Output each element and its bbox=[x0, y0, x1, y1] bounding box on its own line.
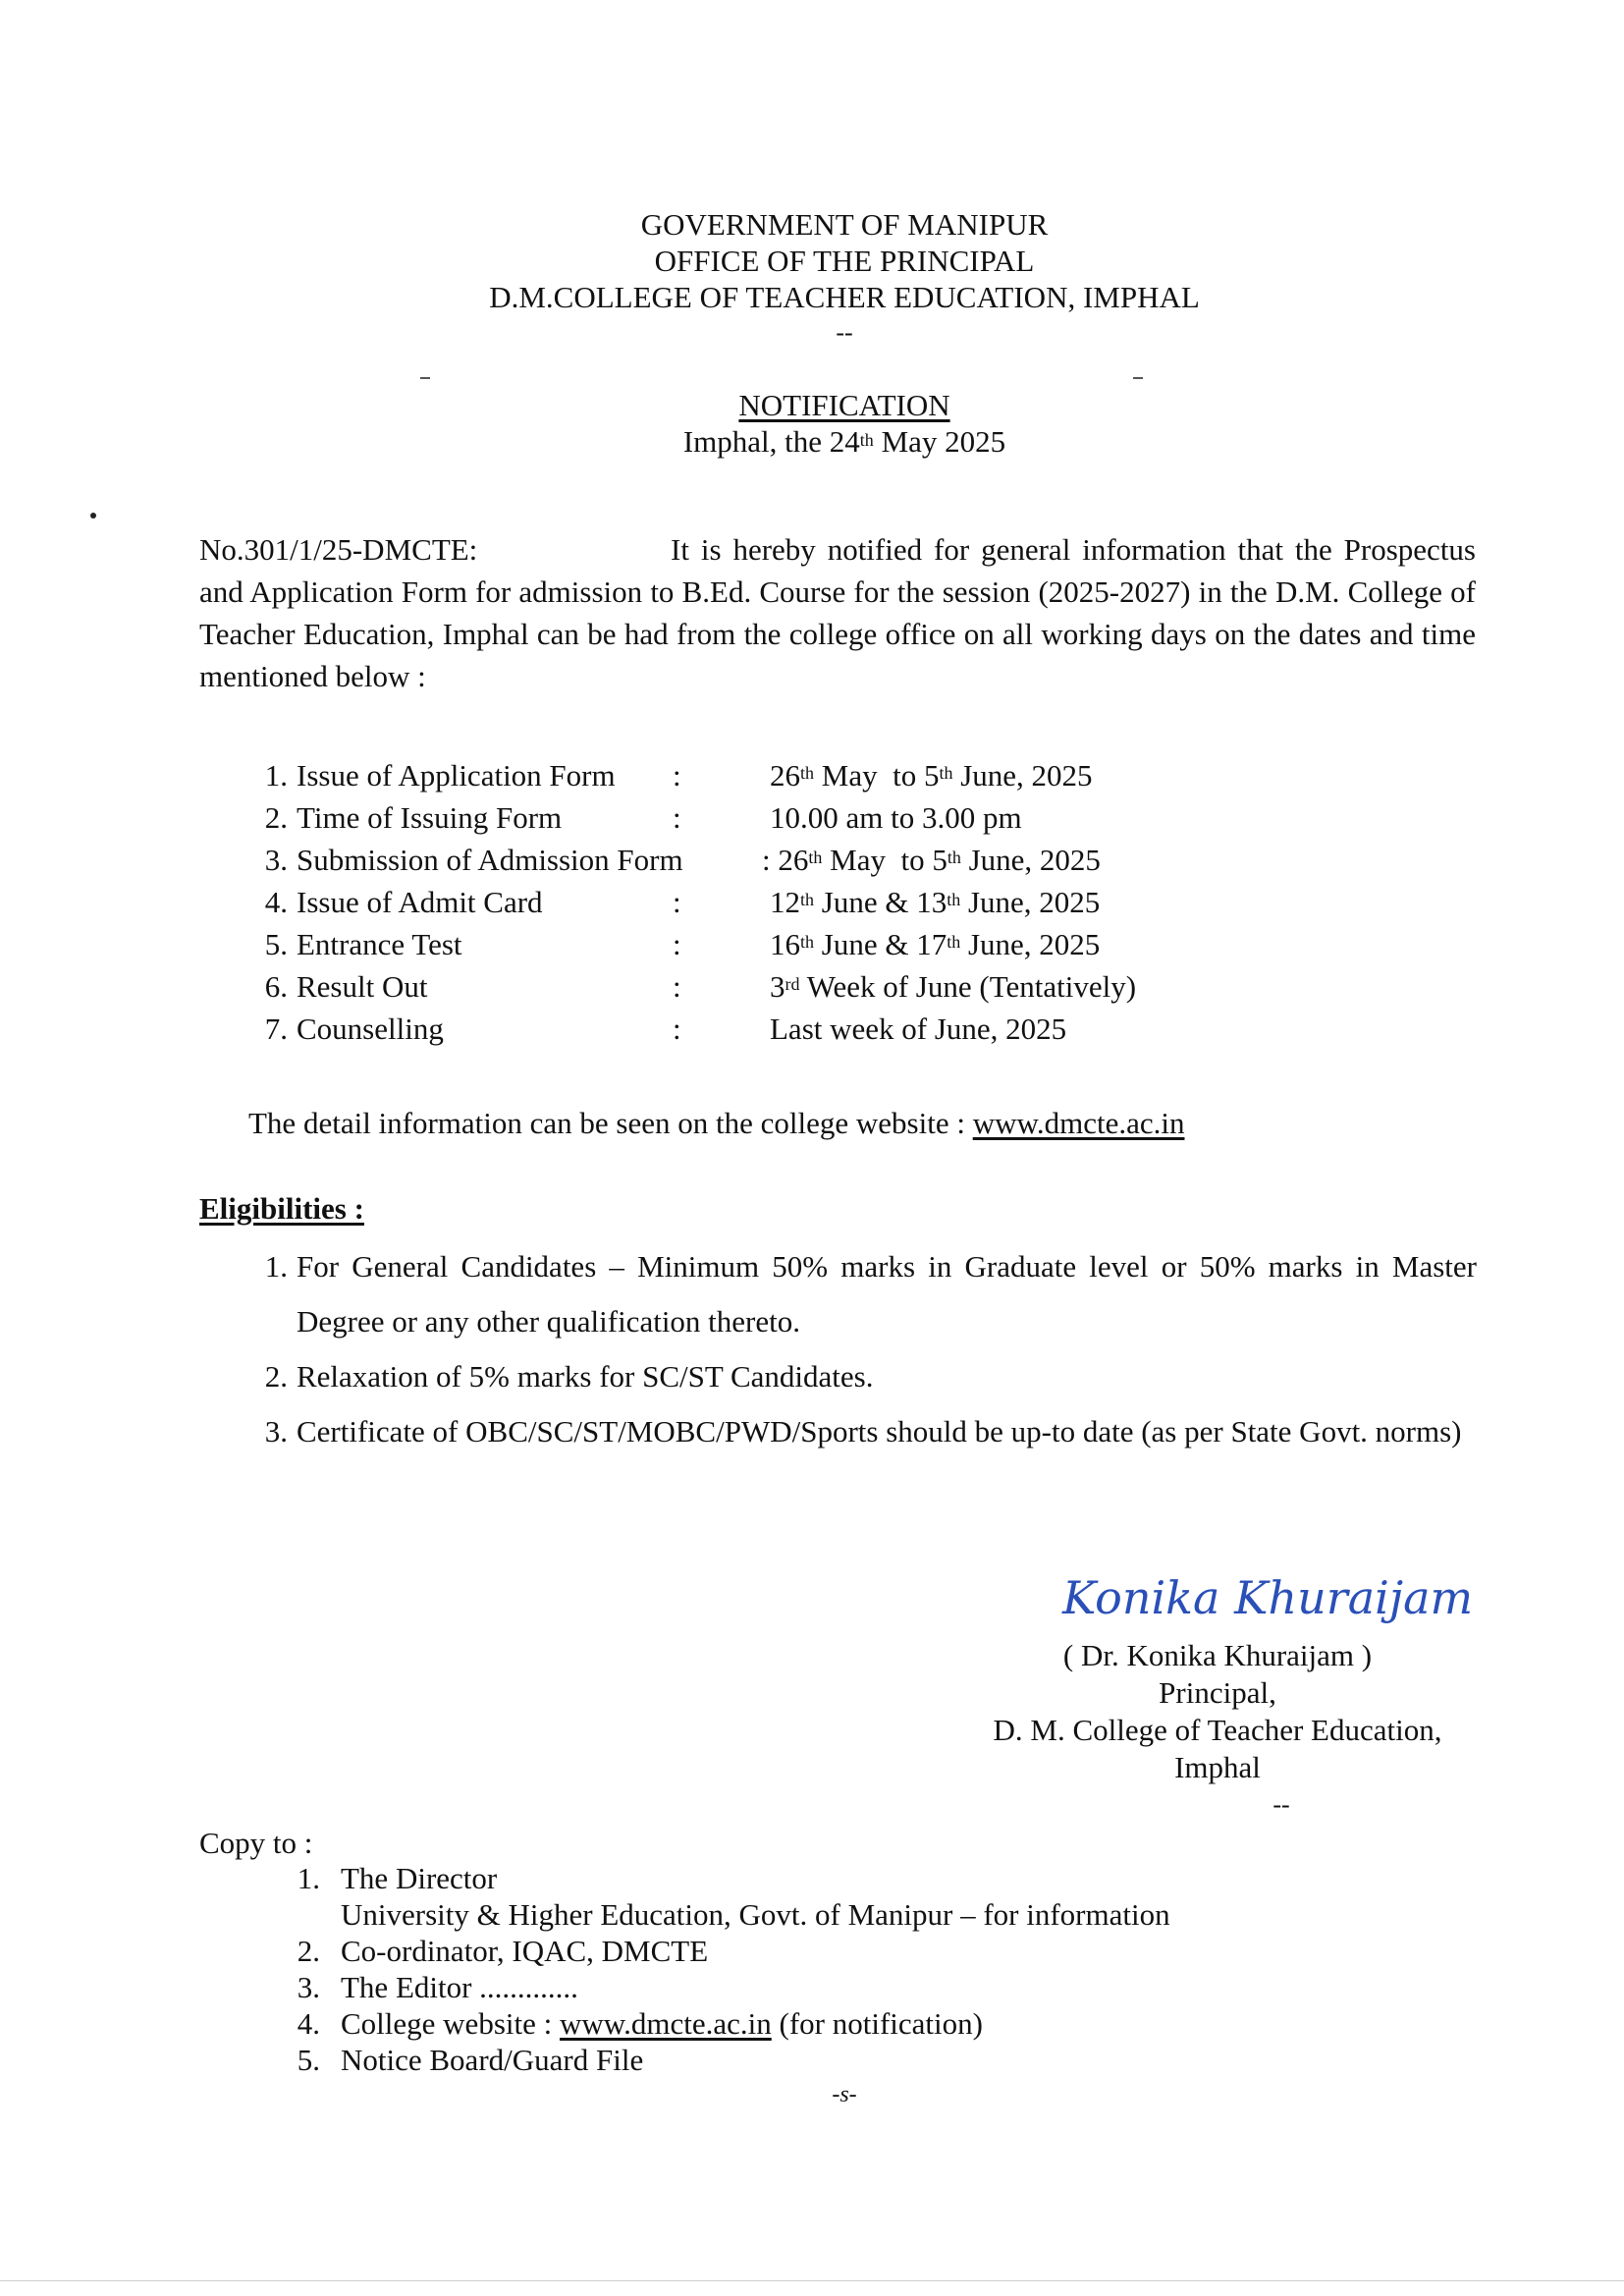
copy-to-text: Co-ordinator, IQAC, DMCTE bbox=[341, 1934, 709, 1968]
signatory-separator: -- bbox=[1272, 1790, 1290, 1819]
copy-to-item bbox=[291, 2005, 1170, 2042]
copy-to-text: The Director bbox=[341, 1861, 498, 1895]
schedule-value: 16th June & 17th June, 2025 bbox=[770, 927, 1101, 961]
copy-to-item bbox=[291, 1860, 1170, 1933]
schedule-label: Submission of Admission Form bbox=[297, 843, 683, 877]
eligibility-text: For General Candidates – Minimum 50% marks in Graduate level or 50% marks in Master Degree or any other qualification thereto. bbox=[297, 1249, 1477, 1339]
schedule-value: 10.00 am to 3.00 pm bbox=[770, 800, 1022, 835]
header-separator: -- bbox=[836, 318, 853, 347]
schedule-colon: : bbox=[673, 927, 681, 961]
schedule-value: : 26th May to 5th June, 2025 bbox=[762, 843, 1101, 877]
header-government: GOVERNMENT OF MANIPUR bbox=[640, 207, 1049, 242]
schedule-number: 1. bbox=[264, 758, 288, 793]
scan-edge-line bbox=[0, 2280, 1624, 2281]
signature-image bbox=[1060, 1557, 1473, 1635]
scan-mark-right bbox=[1133, 377, 1143, 379]
schedule-label: Result Out bbox=[297, 969, 428, 1004]
eligibilities-list bbox=[244, 1239, 1477, 1459]
college-website-link[interactable]: www.dmcte.ac.in bbox=[972, 1106, 1185, 1140]
scan-speck bbox=[90, 513, 96, 519]
copy-to-text: College website : bbox=[341, 2006, 560, 2041]
signatory-designation: Principal, bbox=[1159, 1675, 1276, 1710]
copy-to-number: 1. bbox=[297, 1861, 320, 1895]
schedule-number: 3. bbox=[264, 843, 288, 877]
schedule-value: Last week of June, 2025 bbox=[770, 1011, 1067, 1046]
signatory-institution: D. M. College of Teacher Education, bbox=[993, 1713, 1442, 1747]
schedule-label: Entrance Test bbox=[297, 927, 462, 961]
schedule-label: Issue of Application Form bbox=[297, 758, 616, 793]
copy-to-number: 2. bbox=[297, 1934, 320, 1968]
schedule-number: 2. bbox=[264, 800, 288, 835]
notification-title: NOTIFICATION bbox=[738, 388, 950, 422]
schedule-value: 26th May to 5th June, 2025 bbox=[770, 758, 1093, 793]
copy-to-number: 3. bbox=[297, 1970, 320, 2004]
copy-to-text: The Editor ............. bbox=[341, 1970, 578, 2004]
schedule-colon: : bbox=[673, 885, 681, 919]
copy-to-item bbox=[291, 2042, 1170, 2078]
schedule-colon: : bbox=[673, 969, 681, 1004]
schedule-label: Counselling bbox=[297, 1011, 444, 1046]
schedule-number: 6. bbox=[264, 969, 288, 1004]
schedule-label: Time of Issuing Form bbox=[297, 800, 563, 835]
schedule-number: 5. bbox=[264, 927, 288, 961]
notification-date: Imphal, the 24th May 2025 bbox=[682, 424, 1006, 459]
copy-to-item bbox=[291, 1969, 1170, 2005]
schedule-number: 4. bbox=[264, 885, 288, 919]
schedule-colon: : bbox=[673, 1011, 681, 1046]
website-line: The detail information can be seen on the college website : www.dmcte.ac.in bbox=[248, 1106, 1185, 1140]
scan-mark-left bbox=[420, 377, 430, 379]
body-paragraph bbox=[199, 528, 1476, 697]
copy-to-title: Copy to : bbox=[199, 1826, 313, 1860]
copy-to-suffix: (for notification) bbox=[771, 2006, 983, 2041]
eligibility-number: 2. bbox=[264, 1359, 288, 1394]
handwritten-signature bbox=[1060, 1557, 1473, 1640]
schedule-number: 7. bbox=[264, 1011, 288, 1046]
eligibility-item bbox=[244, 1404, 1477, 1459]
signatory-place: Imphal bbox=[1174, 1750, 1261, 1784]
body-text: It is hereby notified for general information that the Prospectus and Application Form for admission to B.Ed. Course for the session (2025-2027) in the D.M. College of Teacher Education, Imphal can be had from the college office on all working days on the dates and time mentioned below : bbox=[199, 532, 1476, 693]
eligibility-text: Relaxation of 5% marks for SC/ST Candidates. bbox=[297, 1359, 874, 1394]
copy-to-number: 4. bbox=[297, 2006, 320, 2041]
schedule-colon: : bbox=[673, 800, 681, 835]
copy-to-item bbox=[291, 1933, 1170, 1969]
copy-to-number: 5. bbox=[297, 2043, 320, 2077]
schedule-label: Issue of Admit Card bbox=[297, 885, 543, 919]
header-college: D.M.COLLEGE OF TEACHER EDUCATION, IMPHAL bbox=[489, 280, 1200, 314]
schedule-value: 12th June & 13th June, 2025 bbox=[770, 885, 1101, 919]
end-mark: -s- bbox=[832, 2082, 857, 2107]
eligibility-number: 3. bbox=[264, 1414, 288, 1449]
eligibility-item bbox=[244, 1239, 1477, 1349]
copy-to-list bbox=[291, 1860, 1170, 2078]
eligibility-number: 1. bbox=[264, 1249, 288, 1284]
schedule-colon: : bbox=[673, 758, 681, 793]
signature-text: Konika Khuraijam bbox=[1062, 1571, 1473, 1624]
signatory-name: ( Dr. Konika Khuraijam ) bbox=[1062, 1638, 1373, 1672]
copy-to-text: Notice Board/Guard File bbox=[341, 2043, 644, 2077]
eligibility-text: Certificate of OBC/SC/ST/MOBC/PWD/Sports should be up-to date (as per State Govt. norms) bbox=[297, 1414, 1462, 1449]
signatory-block bbox=[943, 1637, 1492, 1824]
eligibilities-title: Eligibilities : bbox=[199, 1191, 364, 1226]
schedule-value: 3rd Week of June (Tentatively) bbox=[770, 969, 1137, 1004]
eligibility-item bbox=[244, 1349, 1477, 1404]
reference-number: No.301/1/25-DMCTE: bbox=[199, 532, 478, 567]
copy-to-subtext: University & Higher Education, Govt. of Manipur – for information bbox=[341, 1897, 1170, 1932]
copy-to-website-link[interactable]: www.dmcte.ac.in bbox=[559, 2006, 772, 2041]
header-office: OFFICE OF THE PRINCIPAL bbox=[654, 244, 1035, 278]
